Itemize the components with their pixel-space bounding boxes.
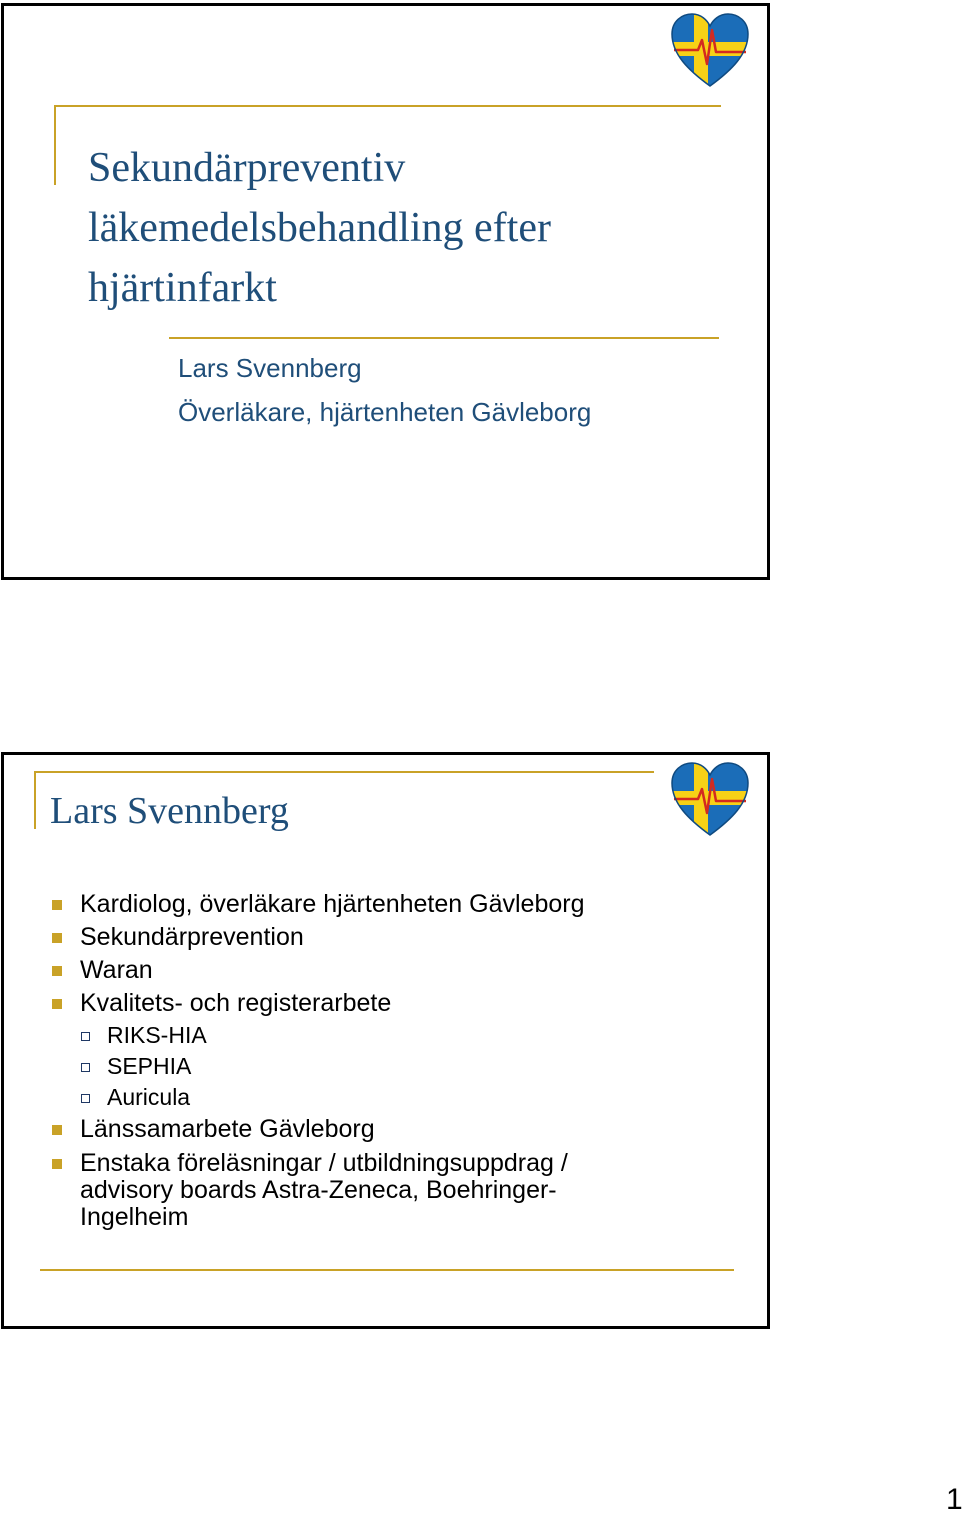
bullet-item bbox=[50, 954, 650, 987]
bullet-item bbox=[50, 921, 650, 954]
square-bullet-icon bbox=[52, 999, 62, 1009]
bullet-text-line: Ingelheim bbox=[80, 1203, 189, 1231]
presenter-info bbox=[178, 346, 591, 434]
bullet-text: Kardiolog, överläkare hjärtenheten Gävleborg bbox=[80, 890, 585, 918]
square-bullet-icon bbox=[52, 1125, 62, 1135]
hollow-square-bullet-icon bbox=[81, 1094, 90, 1103]
subtitle-rule bbox=[169, 337, 719, 339]
bullet-item bbox=[50, 1113, 650, 1146]
bullet-item bbox=[50, 1150, 650, 1231]
bullet-text: Waran bbox=[80, 956, 153, 984]
bullet-text-line: Enstaka föreläsningar / utbildningsuppdrag / bbox=[80, 1149, 568, 1177]
square-bullet-icon bbox=[52, 1159, 62, 1169]
bullet-text: Sekundärprevention bbox=[80, 923, 304, 951]
slide-title-line: läkemedelsbehandling efter bbox=[88, 205, 551, 251]
hollow-square-bullet-icon bbox=[81, 1063, 90, 1072]
sub-bullet-text: Auricula bbox=[107, 1084, 191, 1110]
heart-ecg-logo-icon bbox=[670, 761, 750, 837]
sub-bullet-item bbox=[50, 1082, 650, 1113]
sub-bullet-item bbox=[50, 1020, 650, 1051]
sub-bullet-text: RIKS-HIA bbox=[107, 1022, 207, 1048]
accent-rule-side bbox=[54, 105, 56, 185]
sub-bullet-text: SEPHIA bbox=[107, 1053, 192, 1079]
square-bullet-icon bbox=[52, 900, 62, 910]
bullet-text-line: advisory boards Astra-Zeneca, Boehringer- bbox=[80, 1176, 557, 1204]
accent-rule-top bbox=[34, 771, 654, 773]
accent-rule-top bbox=[54, 105, 721, 107]
square-bullet-icon bbox=[52, 966, 62, 976]
presenter-role: Överläkare, hjärtenheten Gävleborg bbox=[178, 397, 592, 427]
slide-title: Lars Svennberg bbox=[50, 790, 289, 832]
bullet-list bbox=[50, 888, 650, 1231]
heart-ecg-logo-icon bbox=[670, 12, 750, 88]
presenter-name: Lars Svennberg bbox=[178, 353, 362, 383]
slide-2 bbox=[1, 752, 770, 1329]
bullet-item bbox=[50, 987, 650, 1020]
slide-1 bbox=[1, 3, 770, 580]
accent-rule-side bbox=[34, 771, 36, 829]
slide-title bbox=[88, 138, 551, 318]
hollow-square-bullet-icon bbox=[81, 1032, 90, 1041]
slide-title-line: hjärtinfarkt bbox=[88, 265, 277, 311]
sub-bullet-item bbox=[50, 1051, 650, 1082]
slide-title-line: Sekundärpreventiv bbox=[88, 145, 406, 191]
footer-rule bbox=[40, 1269, 734, 1271]
bullet-text: Kvalitets- och registerarbete bbox=[80, 989, 392, 1017]
bullet-item bbox=[50, 888, 650, 921]
page-number: 1 bbox=[946, 1483, 963, 1516]
square-bullet-icon bbox=[52, 933, 62, 943]
bullet-text: Länssamarbete Gävleborg bbox=[80, 1115, 375, 1143]
